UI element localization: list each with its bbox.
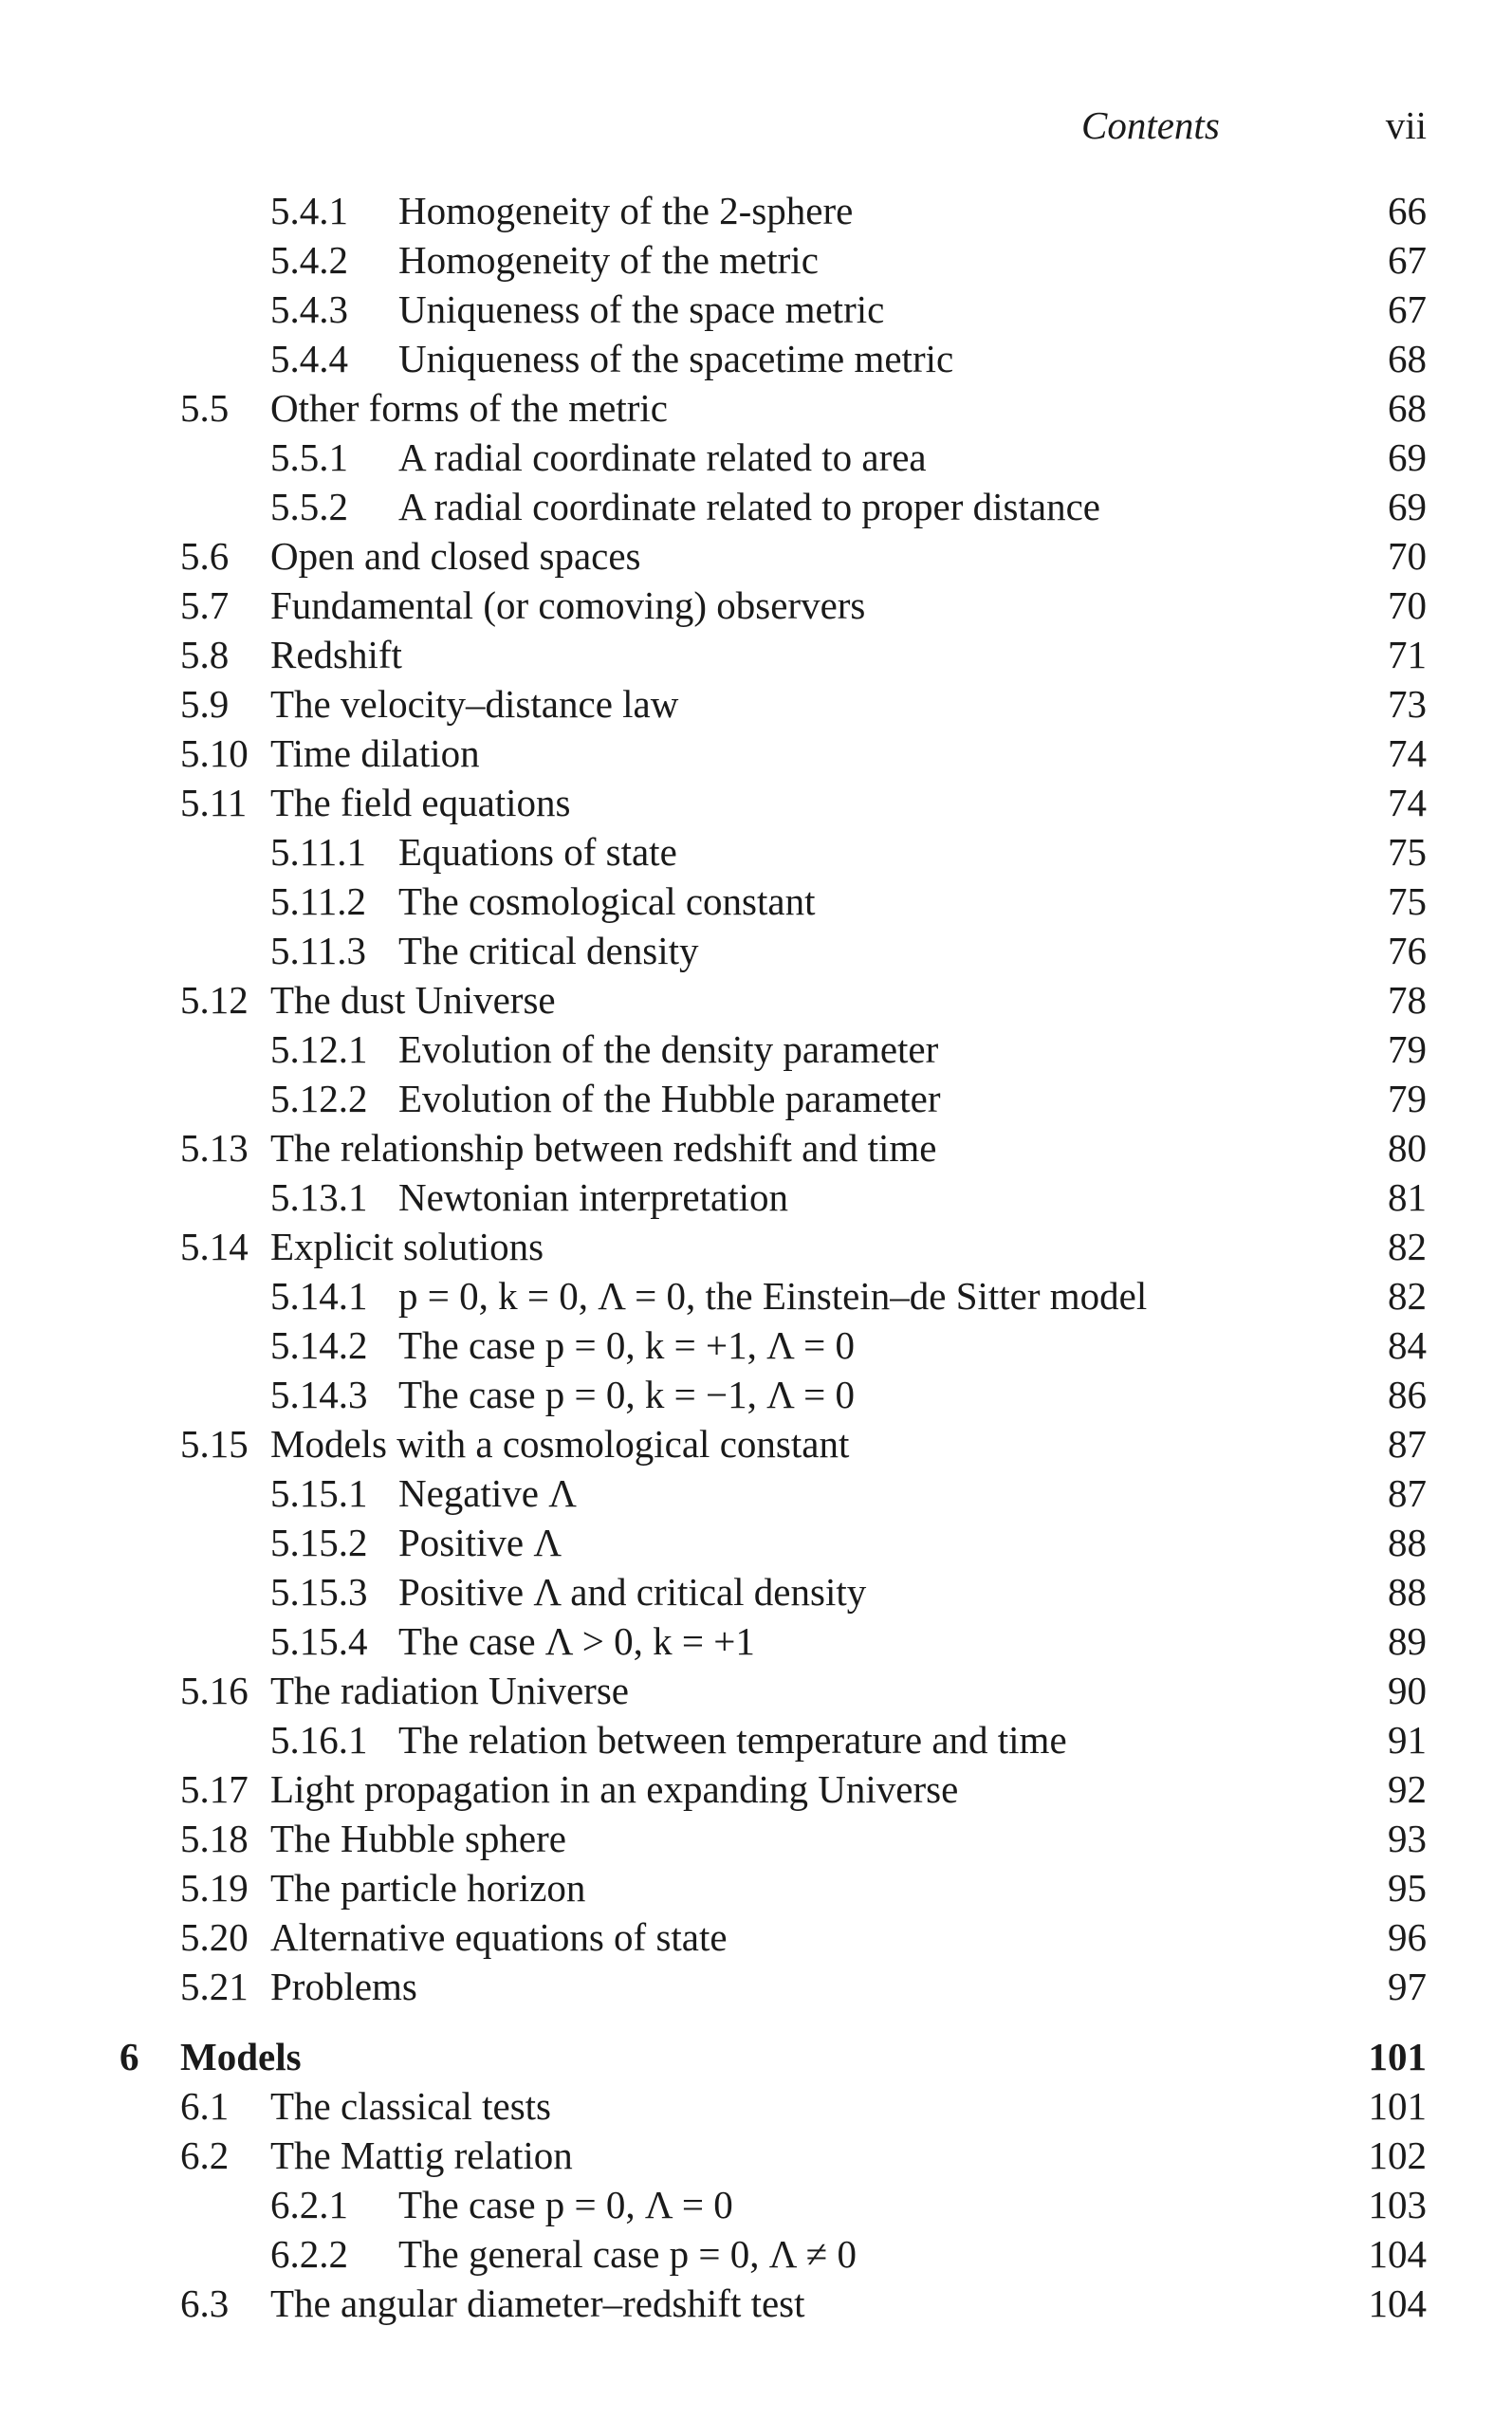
entry-page: 103 — [1368, 2183, 1427, 2226]
entry-title: The dust Universe — [270, 978, 556, 1022]
toc-section-entry — [0, 1863, 1512, 1912]
entry-title: Explicit solutions — [270, 1225, 544, 1268]
toc-section-entry — [0, 1123, 1512, 1173]
entry-number: 5.15.3 — [270, 1570, 368, 1614]
entry-title: Homogeneity of the 2-sphere — [398, 189, 854, 232]
toc-section-entry — [0, 1666, 1512, 1715]
entry-page: 70 — [1388, 534, 1427, 578]
entry-title: A radial coordinate related to area — [398, 435, 927, 479]
entry-title: The cosmological constant — [398, 879, 816, 923]
entry-page: 70 — [1388, 583, 1427, 627]
entry-page: 88 — [1388, 1521, 1427, 1564]
entry-title: The velocity–distance law — [270, 682, 679, 726]
entry-number: 5.4.3 — [270, 287, 348, 331]
entry-title: The angular diameter–redshift test — [270, 2281, 805, 2325]
toc-subsection-entry — [0, 2180, 1512, 2229]
entry-title: Time dilation — [270, 731, 480, 775]
entry-title: Evolution of the Hubble parameter — [398, 1077, 941, 1120]
toc-subsection-entry — [0, 1173, 1512, 1222]
entry-page: 87 — [1388, 1471, 1427, 1515]
toc-subsection-entry — [0, 1320, 1512, 1370]
entry-page: 104 — [1368, 2232, 1427, 2276]
entry-page: 96 — [1388, 1915, 1427, 1959]
toc-subsection-entry — [0, 926, 1512, 975]
entry-page: 89 — [1388, 1619, 1427, 1663]
entry-page: 87 — [1388, 1422, 1427, 1466]
toc-subsection-entry — [0, 877, 1512, 926]
entry-number: 5.16 — [180, 1669, 249, 1712]
entry-page: 101 — [1368, 2084, 1427, 2128]
entry-number: 5.17 — [180, 1767, 249, 1811]
entry-title: Fundamental (or comoving) observers — [270, 583, 866, 627]
entry-title: Models — [180, 2035, 302, 2078]
entry-title: Problems — [270, 1965, 417, 2008]
entry-number: 5.14 — [180, 1225, 249, 1268]
entry-title: Alternative equations of state — [270, 1915, 728, 1959]
entry-title: The classical tests — [270, 2084, 552, 2128]
entry-title: The case p = 0, k = −1, Λ = 0 — [398, 1373, 855, 1416]
entry-page: 82 — [1388, 1274, 1427, 1318]
toc-section-entry — [0, 630, 1512, 679]
entry-page: 75 — [1388, 879, 1427, 923]
toc-subsection-entry — [0, 1025, 1512, 1074]
entry-number: 5.9 — [180, 682, 230, 726]
entry-page: 67 — [1388, 238, 1427, 282]
entry-page: 73 — [1388, 682, 1427, 726]
entry-title: The field equations — [270, 781, 571, 824]
entry-title: The radiation Universe — [270, 1669, 629, 1712]
entry-number: 5.15.1 — [270, 1471, 368, 1515]
entry-number: 5.14.3 — [270, 1373, 368, 1416]
entry-number: 5.12.2 — [270, 1077, 368, 1120]
entry-page: 90 — [1388, 1669, 1427, 1712]
entry-page: 97 — [1388, 1965, 1427, 2008]
toc-subsection-entry — [0, 285, 1512, 334]
toc-section-entry — [0, 778, 1512, 827]
toc-section-entry — [0, 1814, 1512, 1863]
toc-section-entry — [0, 1962, 1512, 2011]
entry-title: Positive Λ — [398, 1521, 562, 1564]
entry-title: The case p = 0, Λ = 0 — [398, 2183, 733, 2226]
entry-page: 101 — [1368, 2035, 1427, 2078]
toc-subsection-entry — [0, 1518, 1512, 1567]
toc-section-entry — [0, 581, 1512, 630]
toc-section-entry — [0, 531, 1512, 581]
entry-title: Other forms of the metric — [270, 386, 668, 430]
entry-title: The case p = 0, k = +1, Λ = 0 — [398, 1323, 855, 1367]
toc-section-entry — [0, 1419, 1512, 1468]
entry-page: 79 — [1388, 1077, 1427, 1120]
entry-number: 5.10 — [180, 731, 249, 775]
entry-page: 86 — [1388, 1373, 1427, 1416]
entry-page: 69 — [1388, 485, 1427, 528]
entry-page: 66 — [1388, 189, 1427, 232]
toc-section-entry — [0, 1764, 1512, 1814]
page-number: vii — [1385, 103, 1427, 147]
running-head: Contents — [1081, 103, 1220, 147]
toc-subsection-entry — [0, 186, 1512, 235]
entry-number: 5.11.3 — [270, 929, 366, 972]
entry-title: The case Λ > 0, k = +1 — [398, 1619, 755, 1663]
entry-title: The general case p = 0, Λ ≠ 0 — [398, 2232, 857, 2276]
entry-title: Models with a cosmological constant — [270, 1422, 850, 1466]
toc-subsection-entry — [0, 235, 1512, 285]
entry-number: 5.14.1 — [270, 1274, 368, 1318]
entry-number: 5.13 — [180, 1126, 249, 1170]
entry-title: Homogeneity of the metric — [398, 238, 819, 282]
entry-title: The Mattig relation — [270, 2133, 573, 2177]
entry-page: 68 — [1388, 337, 1427, 380]
entry-page: 92 — [1388, 1767, 1427, 1811]
toc-section-entry — [0, 679, 1512, 729]
entry-number: 5.11 — [180, 781, 248, 824]
entry-title: Newtonian interpretation — [398, 1175, 789, 1219]
entry-number: 6.2.2 — [270, 2232, 348, 2276]
toc-section-entry — [0, 1912, 1512, 1962]
entry-number: 5.7 — [180, 583, 230, 627]
entry-page: 75 — [1388, 830, 1427, 874]
toc-section-entry — [0, 2081, 1512, 2131]
entry-number: 5.5 — [180, 386, 230, 430]
entry-number: 5.15 — [180, 1422, 249, 1466]
entry-page: 102 — [1368, 2133, 1427, 2177]
entry-page: 88 — [1388, 1570, 1427, 1614]
toc-section-entry — [0, 1222, 1512, 1271]
toc-subsection-entry — [0, 2229, 1512, 2279]
toc-chapter-entry — [0, 2032, 1512, 2081]
page-header — [0, 102, 1512, 152]
entry-page: 95 — [1388, 1866, 1427, 1910]
entry-number: 6.2 — [180, 2133, 230, 2177]
entry-title: Uniqueness of the spacetime metric — [398, 337, 954, 380]
entry-number: 5.4.2 — [270, 238, 348, 282]
entry-title: Uniqueness of the space metric — [398, 287, 885, 331]
entry-title: The Hubble sphere — [270, 1817, 566, 1860]
entry-number: 5.4.1 — [270, 189, 348, 232]
entry-number: 5.20 — [180, 1915, 249, 1959]
entry-title: Redshift — [270, 633, 402, 676]
entry-number: 5.8 — [180, 633, 230, 676]
entry-page: 74 — [1388, 781, 1427, 824]
entry-page: 67 — [1388, 287, 1427, 331]
entry-number: 5.15.2 — [270, 1521, 368, 1564]
entry-number: 5.11.2 — [270, 879, 366, 923]
entry-page: 78 — [1388, 978, 1427, 1022]
entry-page: 81 — [1388, 1175, 1427, 1219]
entry-page: 93 — [1388, 1817, 1427, 1860]
entry-title: The relation between temperature and time — [398, 1718, 1067, 1762]
entry-number: 6.2.1 — [270, 2183, 348, 2226]
entry-page: 79 — [1388, 1027, 1427, 1071]
entry-title: Positive Λ and critical density — [398, 1570, 867, 1614]
entry-number: 5.5.2 — [270, 485, 348, 528]
entry-number: 5.21 — [180, 1965, 249, 2008]
entry-number: 5.18 — [180, 1817, 249, 1860]
entry-number: 5.12 — [180, 978, 249, 1022]
entry-number: 5.15.4 — [270, 1619, 368, 1663]
entry-page: 104 — [1368, 2281, 1427, 2325]
toc-subsection-entry — [0, 1616, 1512, 1666]
entry-page: 84 — [1388, 1323, 1427, 1367]
entry-title: The relationship between redshift and time — [270, 1126, 937, 1170]
entry-number: 5.19 — [180, 1866, 249, 1910]
toc-subsection-entry — [0, 1370, 1512, 1419]
toc-subsection-entry — [0, 827, 1512, 877]
entry-title: The particle horizon — [270, 1866, 586, 1910]
entry-number: 5.5.1 — [270, 435, 348, 479]
toc-subsection-entry — [0, 1074, 1512, 1123]
toc-subsection-entry — [0, 334, 1512, 383]
entry-number: 6.3 — [180, 2281, 230, 2325]
toc-section-entry — [0, 383, 1512, 433]
toc-subsection-entry — [0, 1468, 1512, 1518]
entry-number: 5.11.1 — [270, 830, 366, 874]
entry-title: A radial coordinate related to proper distance — [398, 485, 1100, 528]
entry-number: 5.16.1 — [270, 1718, 368, 1762]
entry-number: 6 — [120, 2035, 139, 2078]
toc-subsection-entry — [0, 1271, 1512, 1320]
toc-section-entry — [0, 975, 1512, 1025]
entry-number: 5.4.4 — [270, 337, 348, 380]
entry-title: Light propagation in an expanding Universe — [270, 1767, 959, 1811]
entry-title: Evolution of the density parameter — [398, 1027, 939, 1071]
entry-number: 5.12.1 — [270, 1027, 368, 1071]
toc-subsection-entry — [0, 482, 1512, 531]
entry-title: p = 0, k = 0, Λ = 0, the Einstein–de Sitter model — [398, 1274, 1148, 1318]
toc-section-entry — [0, 2131, 1512, 2180]
entry-number: 5.13.1 — [270, 1175, 368, 1219]
toc-subsection-entry — [0, 433, 1512, 482]
entry-page: 68 — [1388, 386, 1427, 430]
entry-title: Equations of state — [398, 830, 677, 874]
entry-page: 80 — [1388, 1126, 1427, 1170]
entry-number: 5.14.2 — [270, 1323, 368, 1367]
entry-page: 69 — [1388, 435, 1427, 479]
entry-page: 76 — [1388, 929, 1427, 972]
entry-title: Negative Λ — [398, 1471, 577, 1515]
entry-number: 5.6 — [180, 534, 230, 578]
entry-page: 91 — [1388, 1718, 1427, 1762]
entry-title: Open and closed spaces — [270, 534, 641, 578]
entry-page: 82 — [1388, 1225, 1427, 1268]
entry-title: The critical density — [398, 929, 699, 972]
entry-number: 6.1 — [180, 2084, 230, 2128]
entry-page: 74 — [1388, 731, 1427, 775]
toc-subsection-entry — [0, 1567, 1512, 1616]
toc-section-entry — [0, 729, 1512, 778]
entry-page: 71 — [1388, 633, 1427, 676]
table-of-contents — [0, 186, 1512, 2328]
toc-subsection-entry — [0, 1715, 1512, 1764]
toc-section-entry — [0, 2279, 1512, 2328]
